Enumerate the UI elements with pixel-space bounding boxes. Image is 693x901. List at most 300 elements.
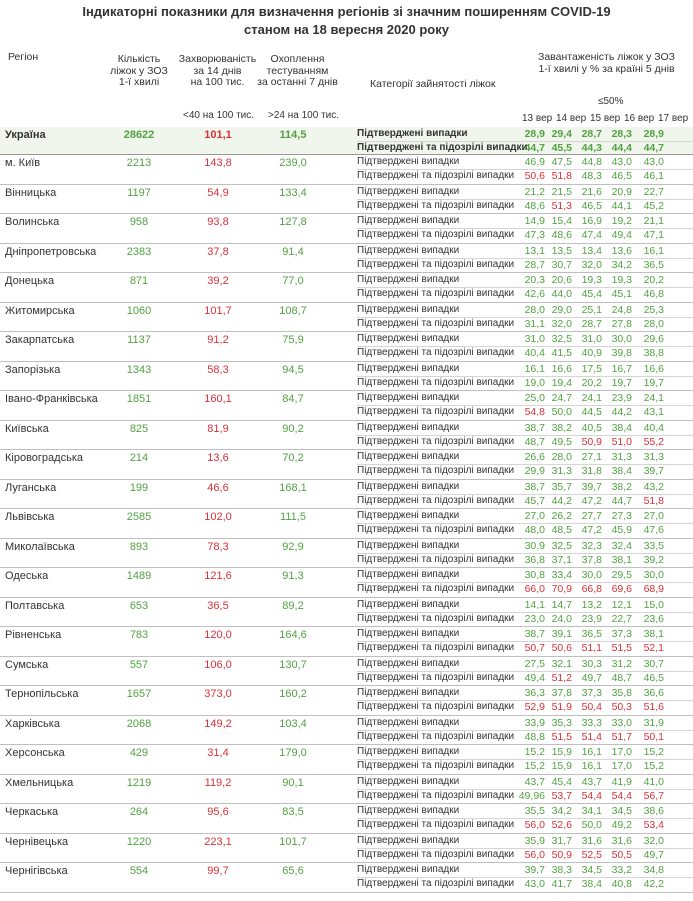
beds-count: 2585 [126,511,152,523]
testing-value: 92,9 [282,540,304,553]
load-confirmed: 16,7 [611,362,632,375]
category-confirmed: Підтверджені випадки [357,569,460,580]
load-confirmed-suspected: 15,2 [643,760,664,772]
load-confirmed: 35,7 [551,480,572,493]
category-confirmed-suspected: Підтверджені та підозрілі випадки [357,612,515,624]
load-confirmed: 15,2 [643,746,664,758]
load-confirmed-suspected: 41,7 [551,878,572,890]
beds-count: 1137 [127,334,151,346]
load-confirmed: 38,7 [524,480,545,493]
region-name: Черкаська [5,806,59,818]
load-confirmed-suspected: 27,8 [611,317,632,330]
load-confirmed: 30,8 [524,569,545,581]
load-confirmed: 34,8 [643,864,664,876]
load-confirmed-suspected: 38,8 [643,347,664,359]
category-confirmed-suspected: Підтверджені та підозрілі випадки [357,229,515,240]
load-confirmed: 37,3 [611,628,632,640]
load-confirmed-suspected: 50,6 [551,642,572,654]
region-name: Чернівецька [5,835,69,848]
testing-value: 108,7 [279,304,307,317]
load-confirmed: 39,1 [551,628,572,640]
load-confirmed: 46,9 [524,156,545,168]
testing-value: 75,9 [282,334,304,346]
testing-value: 164,6 [279,629,307,641]
table-row [0,509,693,539]
region-name: Волинська [5,216,60,228]
testing-value: 179,0 [279,747,307,759]
load-confirmed-suspected: 45,9 [611,524,632,536]
load-confirmed-suspected: 50,5 [611,848,632,861]
load-confirmed: 39,7 [581,480,602,493]
region-name: Миколаївська [5,540,75,553]
load-confirmed-suspected: 45,5 [551,142,572,154]
load-confirmed-suspected: 49,7 [643,848,664,861]
load-confirmed: 30,0 [611,333,632,345]
table-row [0,391,693,421]
load-confirmed: 31,0 [581,333,602,345]
load-confirmed-suspected: 47,3 [524,229,545,241]
incidence-value: 373,0 [204,688,232,700]
table-row [0,303,693,333]
incidence-value: 81,9 [207,422,229,435]
region-name: Івано-Франківська [5,393,98,405]
load-confirmed: 38,3 [551,864,572,876]
load-confirmed: 20,6 [551,274,572,286]
region-name: Кіровоградська [5,452,83,464]
testing-value: 133,4 [279,186,307,199]
load-confirmed: 27,7 [581,510,602,522]
load-confirmed: 24,7 [551,392,572,404]
load-confirmed-suspected: 51,1 [581,642,602,654]
beds-count: 429 [129,747,149,759]
table-row [0,332,693,362]
load-confirmed: 27,1 [581,451,602,463]
load-confirmed-suspected: 23,6 [643,612,664,625]
load-confirmed-suspected: 51,5 [611,642,632,654]
load-confirmed-suspected: 46,1 [643,170,664,182]
load-confirmed-suspected: 56,7 [643,789,664,802]
beds-count: 1219 [126,776,152,789]
load-confirmed: 37,8 [551,687,572,699]
category-confirmed-suspected: Підтверджені та підозрілі випадки [357,170,515,181]
incidence-value: 46,6 [207,481,229,494]
table-row [0,745,693,775]
load-confirmed-suspected: 24,0 [551,612,572,625]
load-confirmed-suspected: 54,4 [611,789,632,802]
load-confirmed: 28,9 [524,128,545,140]
category-confirmed-suspected: Підтверджені та підозрілі випадки [357,671,515,683]
incidence-value: 37,8 [207,245,229,258]
load-confirmed: 30,3 [581,657,602,670]
header-incidence: Захворюваність за 14 днів на 100 тис. [178,53,257,88]
load-confirmed-suspected: 48,3 [581,170,602,182]
table-row [0,362,693,392]
load-confirmed-suspected: 28,7 [524,258,545,271]
category-confirmed: Підтверджені випадки [357,244,460,256]
load-confirmed: 32,5 [551,539,572,552]
load-confirmed: 24,8 [611,303,632,316]
category-confirmed-suspected: Підтверджені та підозрілі випадки [357,583,515,594]
load-confirmed: 21,2 [524,185,545,198]
load-confirmed-suspected: 51,6 [643,701,664,713]
load-confirmed: 43,0 [611,156,632,168]
load-confirmed-suspected: 52,9 [524,701,545,713]
load-confirmed: 33,0 [611,716,632,729]
category-confirmed: Підтверджені випадки [357,451,460,462]
category-confirmed: Підтверджені випадки [357,128,468,139]
load-confirmed: 28,0 [524,303,545,316]
load-confirmed-suspected: 44,7 [611,494,632,507]
testing-value: 239,0 [279,157,307,169]
date-header: 15 вер [590,113,621,124]
category-confirmed: Підтверджені випадки [357,746,460,757]
region-name: Київська [5,422,49,435]
header-beds: Кількість ліжок у ЗОЗ 1-ї хвилі [110,53,168,88]
load-confirmed-suspected: 50,1 [643,730,664,743]
region-name: Вінницька [5,186,57,199]
load-confirmed-suspected: 31,8 [581,465,602,477]
load-confirmed: 32,1 [551,657,572,670]
load-confirmed: 43,7 [581,775,602,788]
load-confirmed: 38,1 [643,628,664,640]
load-confirmed: 31,2 [611,657,632,670]
load-confirmed-suspected: 36,8 [524,553,545,566]
incidence-value: 13,6 [207,452,229,464]
load-confirmed-suspected: 56,0 [524,819,545,831]
load-confirmed: 32,0 [643,834,664,847]
beds-count: 2068 [126,717,152,730]
beds-count: 1060 [126,304,152,317]
load-confirmed-suspected: 51,0 [611,435,632,448]
threshold-incidence: <40 на 100 тис. [183,110,255,121]
beds-count: 958 [129,216,149,228]
load-confirmed: 38,2 [551,421,572,434]
beds-count: 871 [129,275,149,287]
load-confirmed-suspected: 19,7 [611,376,632,389]
load-confirmed: 36,6 [643,687,664,699]
load-confirmed-suspected: 44,3 [581,142,602,154]
beds-count: 199 [129,481,149,494]
load-confirmed: 32,4 [611,539,632,552]
load-confirmed: 15,2 [524,746,545,758]
load-confirmed: 25,1 [581,303,602,316]
load-confirmed-suspected: 48,5 [551,524,572,536]
beds-count: 653 [129,599,149,612]
load-confirmed: 30,0 [643,569,664,581]
testing-value: 101,7 [279,835,307,848]
category-confirmed-suspected: Підтверджені та підозрілі випадки [357,288,515,299]
load-confirmed: 25,3 [643,303,664,316]
load-confirmed-suspected: 48,6 [551,229,572,241]
load-confirmed-suspected: 44,7 [643,142,664,154]
beds-count: 28622 [123,129,155,141]
load-confirmed: 31,3 [643,451,664,463]
load-confirmed: 44,8 [581,156,602,168]
load-confirmed-suspected: 48,7 [611,671,632,684]
category-confirmed: Підтверджені випадки [357,274,460,285]
load-confirmed: 45,4 [551,775,572,788]
table-row-ukraine [0,127,693,155]
beds-count: 554 [129,865,149,877]
load-confirmed-suspected: 19,0 [524,376,545,389]
testing-value: 84,7 [282,393,304,405]
beds-count: 214 [129,452,149,464]
load-confirmed-suspected: 49,4 [524,671,545,684]
load-confirmed: 17,0 [611,746,632,758]
category-confirmed: Підтверджені випадки [357,657,460,669]
region-name: Луганська [5,481,57,494]
load-confirmed-suspected: 46,5 [581,199,602,212]
region-name: Дніпропетровська [5,245,97,258]
load-confirmed-suspected: 29,9 [524,465,545,477]
load-confirmed: 32,3 [581,539,602,552]
category-confirmed-suspected: Підтверджені та підозрілі випадки [357,524,515,535]
load-confirmed: 31,7 [551,834,572,847]
load-confirmed: 38,7 [524,628,545,640]
beds-count: 2383 [126,245,152,258]
category-confirmed: Підтверджені випадки [357,185,460,197]
beds-count: 2213 [126,157,152,169]
load-confirmed: 27,5 [524,657,545,670]
category-confirmed: Підтверджені випадки [357,480,460,492]
load-confirmed-suspected: 42,6 [524,288,545,300]
load-confirmed-suspected: 51,3 [551,199,572,212]
load-confirmed-suspected: 38,1 [611,553,632,566]
load-confirmed-suspected: 37,1 [551,553,572,566]
region-name: Полтавська [5,599,65,612]
region-name: Тернопільська [5,688,79,700]
load-confirmed: 32,5 [551,333,572,345]
category-confirmed: Підтверджені випадки [357,421,460,433]
load-confirmed: 31,9 [643,716,664,729]
category-confirmed-suspected: Підтверджені та підозрілі випадки [357,848,515,860]
load-confirmed-suspected: 53,7 [551,789,572,802]
date-header: 16 вер [624,113,655,124]
incidence-value: 99,7 [207,865,229,877]
table-row [0,716,693,746]
category-confirmed: Підтверджені випадки [357,687,460,698]
region-name: Рівненська [5,629,62,641]
load-confirmed: 24,1 [643,392,664,404]
load-confirmed: 29,0 [551,303,572,316]
region-name: Запорізька [5,363,61,376]
load-confirmed-suspected: 70,9 [551,583,572,595]
load-confirmed-suspected: 39,8 [611,347,632,359]
load-confirmed-suspected: 50,9 [581,435,602,448]
load-confirmed: 20,9 [611,185,632,198]
load-confirmed-suspected: 48,8 [524,730,545,743]
testing-value: 91,4 [282,245,304,258]
load-confirmed: 36,5 [581,628,602,640]
load-confirmed: 31,0 [524,333,545,345]
load-confirmed: 14,9 [524,215,545,227]
load-confirmed: 14,7 [551,598,572,611]
category-confirmed-suspected: Підтверджені та підозрілі випадки [357,347,515,358]
incidence-value: 143,8 [204,157,232,169]
load-confirmed: 35,5 [524,805,545,817]
testing-value: 89,2 [282,599,304,612]
title-line-2: станом на 18 вересня 2020 року [244,22,449,37]
load-confirmed: 19,3 [581,274,602,286]
load-confirmed-suspected: 51,8 [551,170,572,182]
incidence-value: 31,4 [207,747,229,759]
load-confirmed: 31,6 [581,834,602,847]
load-confirmed: 16,6 [551,362,572,375]
load-confirmed: 28,7 [581,128,602,140]
category-confirmed: Підтверджені випадки [357,775,460,787]
category-confirmed-suspected: Підтверджені та підозрілі випадки [357,760,515,771]
incidence-value: 160,1 [204,393,232,405]
incidence-value: 101,1 [204,129,232,141]
load-confirmed-suspected: 28,7 [581,317,602,330]
load-confirmed: 29,5 [611,569,632,581]
load-confirmed-suspected: 41,5 [551,347,572,359]
testing-value: 168,1 [279,481,307,494]
category-confirmed: Підтверджені випадки [357,864,460,875]
load-confirmed-suspected: 44,2 [551,494,572,507]
load-confirmed: 27,0 [524,510,545,522]
load-confirmed-suspected: 47,2 [581,524,602,536]
load-confirmed: 34,2 [551,805,572,817]
load-confirmed-suspected: 34,2 [611,258,632,271]
load-confirmed-suspected: 49,4 [611,229,632,241]
incidence-value: 39,2 [207,275,229,287]
load-confirmed: 34,5 [581,864,602,876]
testing-value: 65,6 [282,865,304,877]
region-name: Хмельницька [5,776,74,789]
load-confirmed-suspected: 38,4 [581,878,602,890]
load-confirmed: 13,6 [611,244,632,257]
load-confirmed-suspected: 51,8 [643,494,664,507]
load-confirmed-suspected: 49,96 [518,789,545,802]
load-confirmed: 13,1 [524,244,545,257]
region-name: Сумська [5,658,49,671]
load-confirmed: 47,5 [551,156,572,168]
load-confirmed-suspected: 44,5 [581,406,602,418]
threshold-testing: >24 на 100 тис. [268,110,340,121]
load-confirmed-suspected: 51,4 [581,730,602,743]
load-confirmed: 30,9 [524,539,545,552]
load-confirmed: 38,6 [643,805,664,817]
load-confirmed-suspected: 46,5 [643,671,664,684]
table-row [0,686,693,716]
category-confirmed-suspected: Підтверджені та підозрілі випадки [357,642,515,653]
load-confirmed: 21,1 [643,215,664,227]
load-confirmed-suspected: 38,4 [611,465,632,477]
load-confirmed-suspected: 39,2 [643,553,664,566]
load-confirmed-suspected: 45,7 [524,494,545,507]
load-confirmed-suspected: 48,0 [524,524,545,536]
incidence-value: 36,5 [207,599,229,612]
testing-value: 90,1 [282,776,304,789]
testing-value: 77,0 [282,275,304,287]
load-confirmed: 13,4 [581,244,602,257]
load-confirmed-suspected: 49,5 [551,435,572,448]
category-confirmed: Підтверджені випадки [357,392,460,403]
load-confirmed-suspected: 56,0 [524,848,545,861]
load-confirmed-suspected: 19,4 [551,376,572,389]
load-confirmed-suspected: 40,8 [611,878,632,890]
table-row [0,863,693,893]
category-confirmed-suspected: Підтверджені та підозрілі випадки [357,701,515,712]
load-confirmed: 34,1 [581,805,602,817]
load-confirmed: 29,4 [551,128,572,140]
load-confirmed: 43,2 [643,480,664,493]
load-confirmed-suspected: 30,7 [551,258,572,271]
category-confirmed: Підтверджені випадки [357,628,460,639]
table-row [0,450,693,480]
load-confirmed: 16,9 [581,215,602,227]
load-confirmed-suspected: 40,9 [581,347,602,359]
load-confirmed-suspected: 52,6 [551,819,572,831]
incidence-value: 78,3 [207,540,229,553]
load-confirmed-suspected: 45,1 [611,288,632,300]
incidence-value: 102,0 [204,511,232,523]
threshold-load: ≤50% [598,96,624,107]
header-load: Завантаженість ліжок у ЗОЗ 1-ї хвилі у % за країні 5 днів [538,51,675,75]
load-confirmed-suspected: 15,2 [524,760,545,772]
beds-count: 1197 [127,186,151,199]
load-confirmed-suspected: 32,0 [581,258,602,271]
load-confirmed-suspected: 44,1 [611,199,632,212]
beds-count: 893 [129,540,149,553]
load-confirmed: 16,6 [643,362,664,375]
load-confirmed: 13,2 [581,598,602,611]
load-confirmed: 16,1 [581,746,602,758]
category-confirmed-suspected: Підтверджені та підозрілі випадки [357,406,515,417]
load-confirmed: 33,3 [581,716,602,729]
load-confirmed-suspected: 51,2 [551,671,572,684]
testing-value: 127,8 [279,216,307,228]
load-confirmed: 29,6 [643,333,664,345]
load-confirmed: 20,3 [524,274,545,286]
beds-count: 783 [129,629,149,641]
incidence-value: 54,9 [207,186,229,199]
beds-count: 825 [129,422,149,435]
testing-value: 160,2 [279,688,307,700]
load-confirmed-suspected: 44,2 [611,406,632,418]
region-name: Чернігівська [5,865,68,877]
testing-value: 114,5 [279,129,307,141]
load-confirmed-suspected: 53,4 [643,819,664,831]
load-confirmed-suspected: 36,5 [643,258,664,271]
category-confirmed-suspected: Підтверджені та підозрілі випадки [357,789,515,801]
header-testing: Охоплення тестуванням за останні 7 днів [257,53,338,88]
load-confirmed-suspected: 43,0 [524,878,545,890]
load-confirmed: 35,9 [524,834,545,847]
load-confirmed-suspected: 17,0 [611,760,632,772]
load-confirmed-suspected: 23,0 [524,612,545,625]
load-confirmed-suspected: 50,4 [581,701,602,713]
load-confirmed-suspected: 51,9 [551,701,572,713]
testing-value: 111,5 [280,511,306,523]
category-confirmed-suspected: Підтверджені та підозрілі випадки [357,317,515,329]
table-row [0,273,693,303]
beds-count: 1657 [126,688,152,700]
category-confirmed: Підтверджені випадки [357,598,460,610]
load-confirmed: 40,4 [643,421,664,434]
region-name: м. Київ [5,157,41,169]
category-confirmed-suspected: Підтверджені та підозрілі випадки [357,730,515,742]
incidence-value: 95,6 [207,806,229,818]
load-confirmed: 33,4 [551,569,572,581]
testing-value: 90,2 [282,422,304,435]
load-confirmed-suspected: 54,4 [581,789,602,802]
load-confirmed: 27,3 [611,510,632,522]
region-name: Львівська [5,511,55,523]
category-confirmed-suspected: Підтверджені та підозрілі випадки [357,465,515,476]
load-confirmed-suspected: 44,7 [524,142,545,154]
